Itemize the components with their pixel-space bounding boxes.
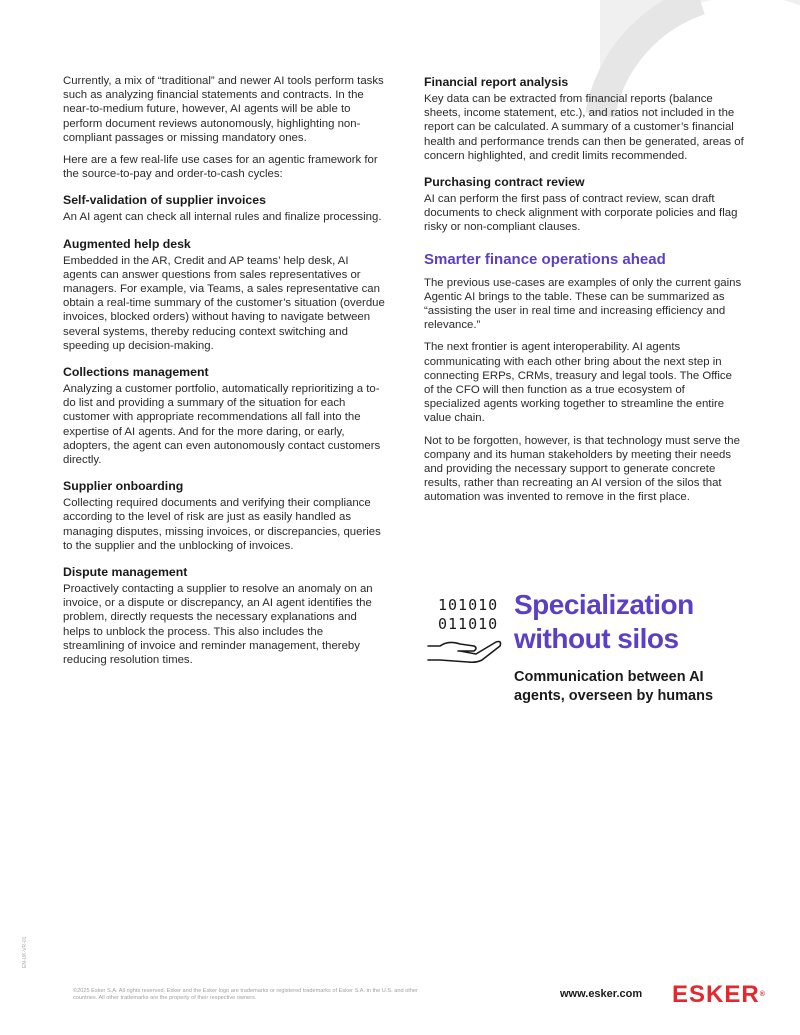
- binary-line-1: 101010: [438, 596, 499, 614]
- section-title-smarter-finance: Smarter finance operations ahead: [424, 250, 666, 268]
- heading-dispute-management: Dispute management: [63, 565, 188, 580]
- heading-augmented-help-desk: Augmented help desk: [63, 236, 191, 251]
- paragraph-next-frontier: The next frontier is agent interoperability. AI agents communicating with each other bring about the next step in connecting ERPs, CRMs, treasury and legal tools. The Office of the CFO will then function as a true ecosystem of specialized agents working together to streamline the entire value chain.: [424, 341, 732, 425]
- promo-title: [514, 588, 694, 656]
- heading-financial-report-analysis: Financial report analysis: [424, 75, 569, 89]
- promo-title-line-1: Specialization: [514, 589, 694, 620]
- body-self-validation: An AI agent can check all internal rules and finalize processing.: [63, 211, 382, 224]
- binary-text: [438, 596, 498, 634]
- legal-line-2: countries. All other trademarks are the property of their respective owners.: [73, 995, 257, 1001]
- heading-self-validation: Self-validation of supplier invoices: [63, 193, 266, 208]
- legal-line-1: ©2025 Esker S.A. All rights reserved. Esker and the Esker logo are trademarks or registered trademarks of Esker S.A. in the U.S. and other: [73, 988, 418, 994]
- right-column: [424, 74, 744, 505]
- body-augmented-help-desk: Embedded in the AR, Credit and AP teams’ help desk, AI agents can answer questions from sales representatives or managers. For example, via Teams, a sales representative can obtain a real-time summary of the customer’s situation (overdue invoices, blocked orders) without having to navigate between several systems, thereby reducing context switching and speeding up decision-making.: [63, 254, 385, 352]
- promo-subtitle: [514, 668, 754, 706]
- legal-notice: [73, 988, 493, 1002]
- intro-paragraph-1: Currently, a mix of “traditional” and newer AI tools perform tasks such as analyzing financial statements and contracts. In the near-to-medium future, however, AI agents will be able to perform document reviews autonomously, highlighting non-compliant passages or missing mandatory ones.: [63, 75, 384, 144]
- body-purchasing-contract-review: AI can perform the first pass of contract review, scan draft documents to check alignment with corporate policies and flag risky or non-compliant clauses.: [424, 193, 738, 234]
- document-code: EN-UK-VR-01: [22, 936, 28, 968]
- paragraph-previous-use-cases: The previous use-cases are examples of only the current gains Agentic AI brings to the table. These can be summarized as “assisting the user in real time and increasing efficiency and relevance.”: [424, 276, 742, 332]
- promo-title-line-2: without silos: [514, 623, 679, 654]
- left-column: [63, 74, 385, 667]
- heading-collections-management: Collections management: [63, 365, 209, 380]
- heading-supplier-onboarding: Supplier onboarding: [63, 479, 184, 494]
- hand-holding-binary-icon: [426, 634, 506, 664]
- binary-line-2: 011010: [438, 615, 499, 633]
- intro-paragraph-2: Here are a few real-life use cases for an agentic framework for the source-to-pay and order-to-cash cycles:: [63, 154, 378, 181]
- registered-mark: ®: [759, 991, 766, 998]
- esker-logo: [672, 982, 766, 1008]
- promo-callout: [426, 590, 756, 720]
- logo-text: ESKER: [672, 981, 760, 1008]
- website-link[interactable]: www.esker.com: [560, 988, 643, 1000]
- promo-subtitle-line-1: Communication between AI: [514, 669, 704, 685]
- paragraph-not-to-be-forgotten: Not to be forgotten, however, is that technology must serve the company and its human stakeholders by meeting their needs and providing the necessary support to generate concrete results, rather than recreating an AI version of the silos that automation was invented to remove in the first place.: [424, 434, 740, 504]
- body-dispute-management: Proactively contacting a supplier to resolve an anomaly on an invoice, or a dispute or discrepancy, an AI agent identifies the problem, directly requests the necessary explanations and helps to unblock the process. This also includes the streamlining of invoice and reminder management, thereby reducing resolution times.: [63, 583, 373, 667]
- body-supplier-onboarding: Collecting required documents and verifying their compliance according to the level of risk are just as easily handled as managing disputes, missing invoices, or discrepancies, queries to the supplier and the unblocking of invoices.: [63, 497, 381, 552]
- body-collections-management: Analyzing a customer portfolio, automatically reprioritizing a to-do list and providing a summary of the situation for each customer with appropriate recommendations all fall into the expertise of AI agents. And for the more daring, or early, adopters, the agent can even autonomously contact customers directly.: [63, 383, 381, 467]
- promo-subtitle-line-2: agents, overseen by humans: [514, 688, 714, 704]
- heading-purchasing-contract-review: Purchasing contract review: [424, 175, 585, 190]
- body-financial-report-analysis: Key data can be extracted from financial reports (balance sheets, income statement, etc.), and ratios not included in the report can be calculated. A summary of a customer’s financial health and performance trends can then be generated, areas of concern highlighted, and credit limits recommended.: [424, 93, 744, 162]
